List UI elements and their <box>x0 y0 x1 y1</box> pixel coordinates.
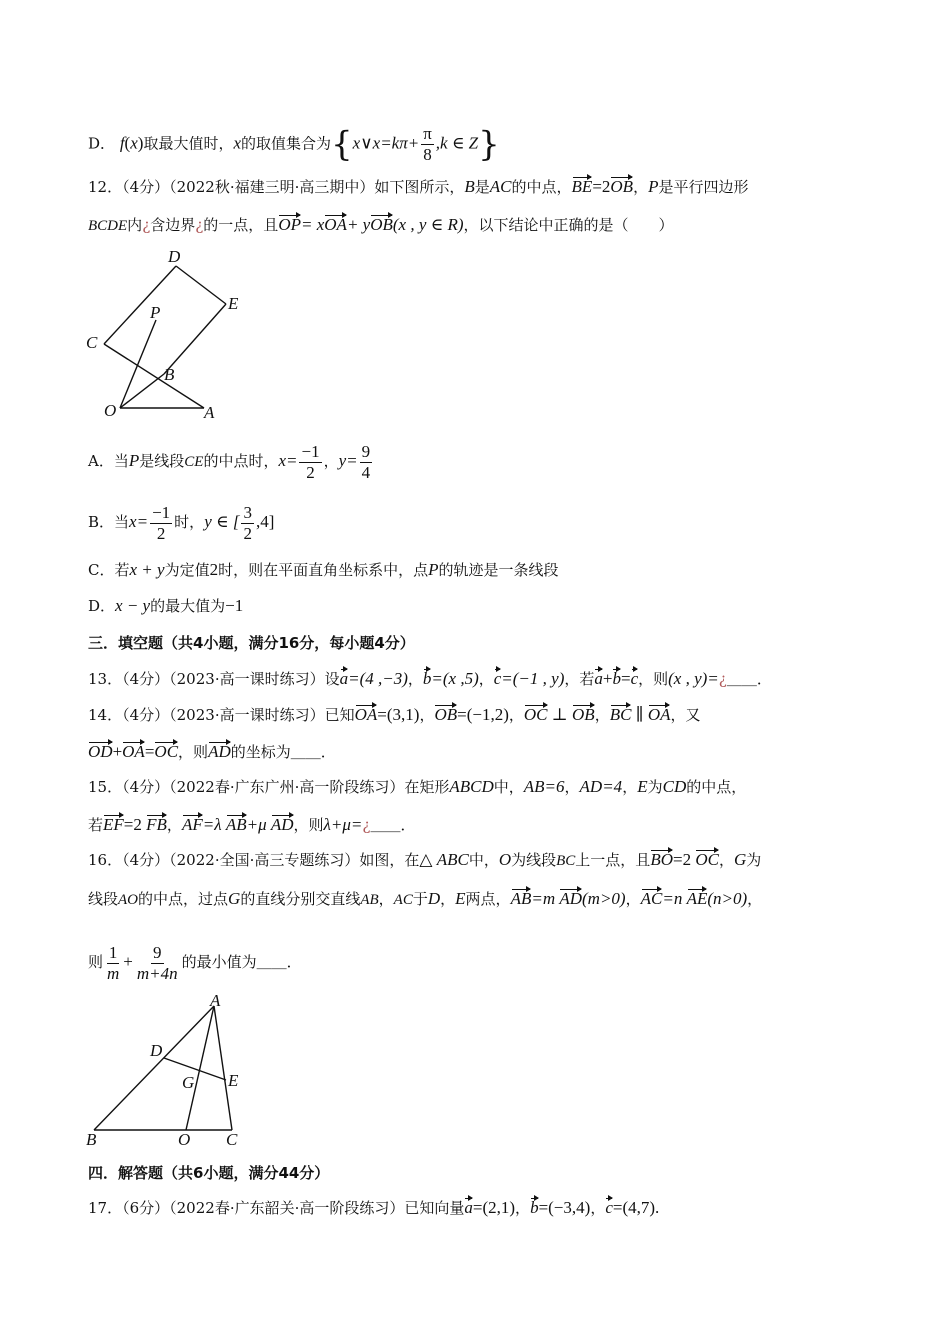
vector-b: b <box>530 1198 539 1217</box>
vector-b: b <box>422 669 432 688</box>
q17: 17．（6分）（2022春·广东韶关·高一阶段练习）已知向量a=(2,1)，b=(−3,4)，c=(4,7). <box>88 1198 660 1217</box>
vector-AB: AB <box>510 889 532 908</box>
label-E: E <box>228 1071 239 1090</box>
q13: 13．（4分）（2023·高一课时练习）设a=(4 ,−3)，b=(x ,5)，c=(−1 , y)，若a+b=c，则(x , y)=¿＿＿． <box>88 669 772 688</box>
vector-OC: OC <box>695 850 719 869</box>
label-D: D <box>150 1041 163 1060</box>
vector-AD: AD <box>559 889 583 908</box>
vector-OB: OB <box>370 215 393 234</box>
vector-BO: BO <box>650 850 673 869</box>
vector-AD: AD <box>208 742 231 761</box>
label-P: P <box>150 303 161 322</box>
label-O: O <box>178 1130 191 1149</box>
segment-CA <box>104 344 204 408</box>
label-O: O <box>104 401 117 420</box>
vector-OP: OP <box>278 215 301 234</box>
q14-line1: 14．（4分）（2023·高一课时练习）已知OA=(3,1)，OB=(−1,2)，OC ⊥ OB，BC ∥ OA，又 <box>88 705 701 724</box>
section-4-heading: 四．解答题（共6小题，满分44分） <box>88 1164 330 1182</box>
q14-line2: OD+OA=OC，则AD的坐标为＿＿． <box>88 742 336 761</box>
vector-c: c <box>605 1198 613 1217</box>
label-C: C <box>86 333 98 352</box>
vector-a: a <box>464 1198 473 1217</box>
label-E: E <box>228 294 239 313</box>
q15-line2: 若EF=2 FB，AF=λ AB+μ AD，则λ+μ=¿＿＿． <box>88 815 416 834</box>
label-G: G <box>182 1073 195 1092</box>
vector-OC: OC <box>523 705 548 724</box>
set-left-brace: { <box>331 124 353 165</box>
q16-line2: 线段AO的中点，过点G的直线分别交直线AB，AC于D，E两点，AB=m AD(m>0)，AC=n AE(n>0)， <box>88 889 763 908</box>
q16-line1: 16．（4分）（2022·全国·高三专题练习）如图，在△ ABC中，O为线段BC上一点，且BO=2 OC，G为 <box>88 850 762 869</box>
q12-option-c: C．若x + y为定值2时，则在平面直角坐标系中，点P的轨迹是一条线段 <box>88 560 559 579</box>
label-A: A <box>204 403 215 422</box>
q12-stem-line2: BCDE内¿含边界¿的一点，且OP= xOA+ yOB(x , y ∈ R)，以下结论中正确的是（ ） <box>88 215 674 234</box>
label-A: A <box>210 994 221 1010</box>
segment-DE <box>176 266 226 304</box>
segment-AC <box>214 1006 232 1130</box>
vector-AF: AF <box>181 815 203 834</box>
vector-OB: OB <box>610 177 634 196</box>
fraction-1-over-m: $\frac{1}{m}$ <box>107 942 120 983</box>
vector-c: c <box>493 669 502 688</box>
fraction-neg1-over-2: $\frac{-1}{2}$ <box>301 441 320 482</box>
q12-option-a: A．当P是线段CE的中点时，x= $\frac{-1}{2}$ ，y= $\frac{9}{4}$ <box>88 441 371 482</box>
q11-option-d: D． f(x)取最大值时，x的取值集合为{x∨x=kπ+ $\frac{\pi}{8}$ ,k ∈ Z} <box>88 124 500 165</box>
q15-line1: 15．（4分）（2022春·广东广州·高一阶段练习）在矩形ABCD中，AB=6，AD=4，E为CD的中点， <box>88 777 747 796</box>
vector-OB: OB <box>434 705 458 724</box>
label-D: D <box>168 247 181 266</box>
segment-DE <box>164 1058 226 1080</box>
vector-BC: BC <box>609 705 632 724</box>
q12-option-d: D．x − y的最大值为−1 <box>88 596 244 615</box>
vector-AB: AB <box>225 815 247 834</box>
pi-over-8: $\frac{\pi}{8}$ <box>423 124 432 164</box>
vector-OD: OD <box>88 742 113 761</box>
fraction-9-over-m-plus-4n: $\frac{9}{m+4n}$ <box>136 942 178 983</box>
segment-AB <box>94 1006 214 1130</box>
label-B: B <box>164 365 175 384</box>
set-right-brace: } <box>478 124 500 165</box>
answer-blank[interactable]: 的最小值为＿＿． <box>181 953 302 971</box>
answer-blank[interactable]: ＿＿． <box>726 670 772 688</box>
q12-stem-line1: 12．（4分）（2022秋·福建三明·高三期中）如下图所示，B是AC的中点，BE=2OB，P是平行四边形 <box>88 177 749 196</box>
answer-blank[interactable]: 的坐标为＿＿． <box>230 743 336 761</box>
fraction-neg1-over-2: $\frac{-1}{2}$ <box>152 502 171 543</box>
fx: f <box>119 133 125 153</box>
fraction-3-over-2: $\frac{3}{2}$ <box>243 502 252 543</box>
label-C: C <box>226 1130 238 1149</box>
section-3-heading: 三．填空题（共4小题，满分16分，每小题4分） <box>88 634 415 652</box>
vector-EF: EF <box>103 815 124 834</box>
vector-AD: AD <box>270 815 294 834</box>
q16-line3: 则 $\frac{1}{m}$ + $\frac{9}{m+4n}$ 的最小值为＿＿． <box>88 942 302 983</box>
q16-figure-triangle <box>80 994 260 1154</box>
segment-EB <box>164 304 226 374</box>
fraction-9-over-4: $\frac{9}{4}$ <box>361 441 371 482</box>
q12-figure-parallelogram <box>80 242 260 427</box>
label-B: B <box>86 1130 97 1149</box>
vector-a: a <box>339 669 349 688</box>
vector-FB: FB <box>146 815 167 834</box>
segment-CD <box>104 266 176 344</box>
vector-AE: AE <box>686 889 708 908</box>
vector-BE: BE <box>571 177 593 196</box>
vector-OA: OA <box>324 215 347 234</box>
vector-OA: OA <box>354 705 378 724</box>
answer-blank[interactable]: ＿＿． <box>370 816 416 834</box>
vector-AC: AC <box>640 889 663 908</box>
q12-option-b: B．当x= $\frac{-1}{2}$ 时，y ∈ [ $\frac{3}{2}$ ,4] <box>88 502 275 543</box>
